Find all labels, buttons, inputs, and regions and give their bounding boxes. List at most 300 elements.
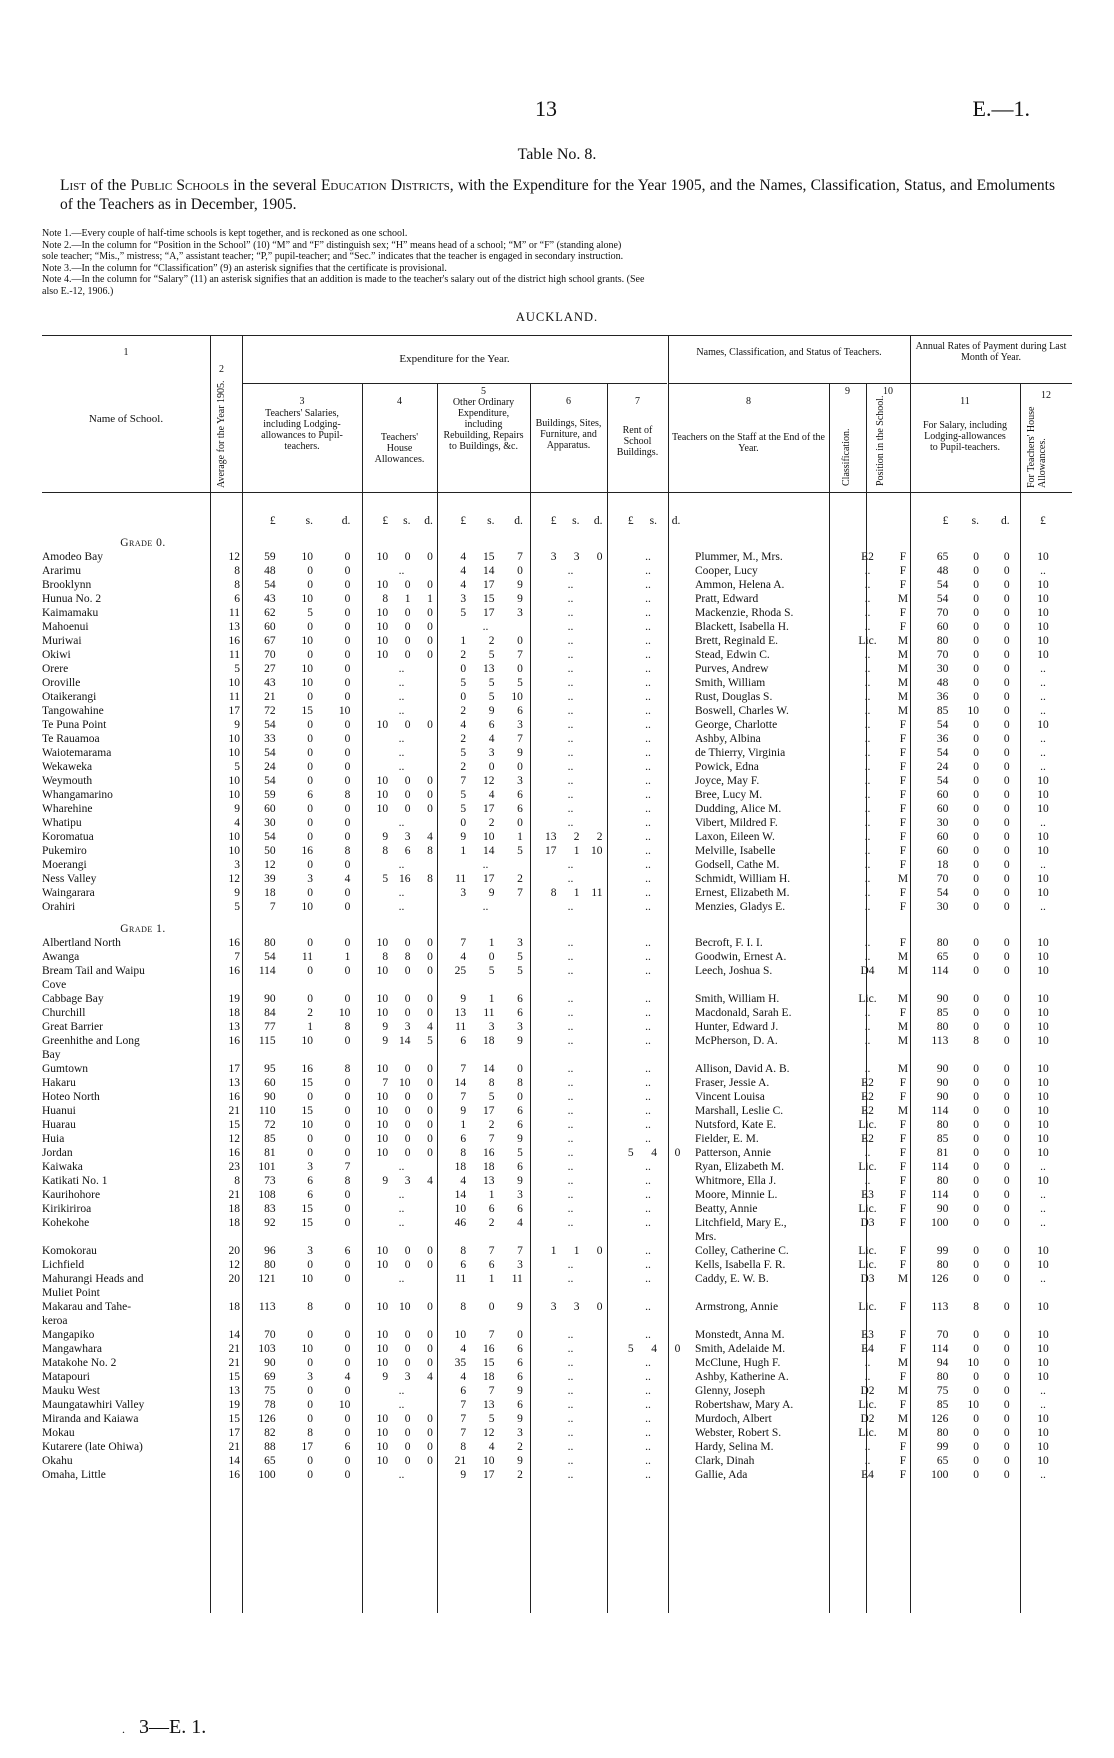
table-row xyxy=(42,1300,1066,1314)
teachers-salaries xyxy=(244,1328,364,1342)
rent: .. xyxy=(645,803,651,815)
amount-part: 5 xyxy=(627,1147,634,1159)
rent: .. xyxy=(645,1469,651,1481)
amount-part: 0 xyxy=(973,733,979,745)
amount-part: 3 xyxy=(404,1371,411,1383)
salary-rate xyxy=(920,992,1020,1006)
note-line: sole teacher; “Mis.,” mistress; “A,” assistant teacher; “P,” pupil-teacher; and “Sec.” indicates that the teacher is engaged in secondary instruction. xyxy=(42,251,624,262)
amount-part: 59 xyxy=(264,551,276,563)
rent: .. xyxy=(645,551,651,563)
teachers-salaries xyxy=(244,732,364,746)
salary-rate xyxy=(920,788,1020,802)
salary-rate xyxy=(920,732,1020,746)
position: F xyxy=(899,607,907,619)
amount-part: 0 xyxy=(973,1469,979,1481)
amount-part: 10 xyxy=(376,1343,389,1355)
teachers-salaries xyxy=(244,1006,364,1020)
other-expenditure xyxy=(439,690,532,704)
amount-part: 6 xyxy=(517,1119,523,1131)
col11-label: For Salary, including Lodging-allowances to Pupil-teachers. xyxy=(922,420,1008,453)
amount-part: s. xyxy=(649,515,657,527)
allowance-rate: 10 xyxy=(1037,873,1049,885)
allowance-rate: 10 xyxy=(1037,1357,1049,1369)
teacher-name: Smith, William xyxy=(695,677,766,689)
average-attendance: 16 xyxy=(228,1469,240,1481)
amount-part: 2 xyxy=(488,817,495,829)
empty-cell xyxy=(364,528,439,550)
classification: D2 xyxy=(860,1385,875,1397)
amount-part: 10 xyxy=(376,1119,389,1131)
amount-part: 0 xyxy=(307,747,313,759)
amount-part: 16 xyxy=(301,1063,313,1075)
amount-part: 80 xyxy=(936,937,949,949)
header-sub-rule xyxy=(242,383,667,384)
amount-part: 0 xyxy=(307,1091,313,1103)
house-allowances: .. xyxy=(398,1189,405,1201)
rent: .. xyxy=(645,593,651,605)
teacher-name: Brett, Reginald E. xyxy=(695,635,779,647)
amount-part: 10 xyxy=(301,1035,313,1047)
amount-part: 6 xyxy=(344,1245,351,1257)
amount-part: 0 xyxy=(1003,551,1010,563)
salary-rate xyxy=(920,1132,1020,1146)
amount-part: 12 xyxy=(482,775,495,787)
amount-part: 10 xyxy=(376,649,389,661)
average-attendance: 12 xyxy=(228,1133,240,1145)
average-attendance: 19 xyxy=(228,993,240,1005)
salary-rate xyxy=(920,872,1020,886)
amount-part: d. xyxy=(424,515,433,527)
teacher-name: Allison, David A. B. xyxy=(695,1063,790,1075)
other-expenditure xyxy=(439,1118,532,1132)
position: M xyxy=(897,663,909,675)
rent: .. xyxy=(645,1301,651,1313)
amount-part: 0 xyxy=(1003,593,1010,605)
amount-part: 0 xyxy=(344,1189,351,1201)
position: F xyxy=(899,733,907,745)
buildings-expenditure: .. xyxy=(567,1189,574,1201)
empty-cell xyxy=(687,528,849,550)
teacher-name: Pratt, Edward xyxy=(695,593,759,605)
table-row xyxy=(42,900,1066,914)
teacher-name: Hardy, Selina M. xyxy=(695,1441,774,1453)
amount-part: £ xyxy=(460,515,467,527)
buildings-expenditure xyxy=(532,1244,609,1258)
col6-label: Buildings, Sites, Furniture, and Apparatus. xyxy=(535,418,602,451)
amount-part: 17 xyxy=(482,607,495,619)
amount-part: 6 xyxy=(517,1357,523,1369)
amount-part: 5 xyxy=(460,803,467,815)
salary-rate xyxy=(920,1272,1020,1286)
teachers-salaries xyxy=(244,1104,364,1118)
buildings-expenditure: .. xyxy=(567,719,574,731)
amount-part: 0 xyxy=(973,1007,979,1019)
school-name: Wekaweka xyxy=(42,761,93,773)
school-name: Huanui xyxy=(42,1105,76,1117)
amount-part: 2 xyxy=(573,831,580,843)
salary-rate xyxy=(920,1258,1020,1272)
position: M xyxy=(897,691,909,703)
position xyxy=(886,978,920,992)
table-row xyxy=(42,1048,1066,1062)
amount-part: 0 xyxy=(488,951,495,963)
amount-part: 60 xyxy=(264,803,276,815)
amount-part: 0 xyxy=(427,1455,433,1467)
amount-part: 0 xyxy=(973,691,979,703)
position: F xyxy=(899,747,907,759)
amount-part: 17 xyxy=(545,845,557,857)
buildings-expenditure: .. xyxy=(567,621,574,633)
amount-part: 8 xyxy=(973,1035,979,1047)
amount-part: 0 xyxy=(1003,1399,1010,1411)
amount-part: 8 xyxy=(344,845,351,857)
amount-part: 5 xyxy=(517,1147,523,1159)
amount-part: 7 xyxy=(517,887,523,899)
amount-part: 9 xyxy=(382,831,389,843)
teacher-name: Nutsford, Kate E. xyxy=(695,1119,777,1131)
amount-part: 0 xyxy=(404,1343,411,1355)
school-name: Oroville xyxy=(42,677,81,689)
amount-part: 11 xyxy=(455,873,467,885)
teacher-name: Menzies, Gladys E. xyxy=(695,901,786,913)
classification: .. xyxy=(864,1035,871,1047)
school-name: Wharehine xyxy=(42,803,93,815)
col10-number: 10 xyxy=(883,386,893,397)
rent: .. xyxy=(645,873,651,885)
buildings-expenditure xyxy=(532,1048,609,1062)
amount-part: 0 xyxy=(307,993,313,1005)
amount-part: 54 xyxy=(936,775,949,787)
table-row xyxy=(42,1468,1066,1482)
teachers-salaries xyxy=(244,564,364,578)
amount-part: 94 xyxy=(936,1357,949,1369)
teachers-salaries xyxy=(244,1090,364,1104)
amount-part: 10 xyxy=(338,1399,351,1411)
house-allowances xyxy=(364,1342,439,1356)
house-allowances: .. xyxy=(398,761,405,773)
other-expenditure xyxy=(439,1020,532,1034)
salary-rate xyxy=(920,690,1020,704)
teachers-salaries xyxy=(244,1356,364,1370)
position: F xyxy=(899,1399,907,1411)
amount-part: 0 xyxy=(344,1413,351,1425)
amount-part: 70 xyxy=(264,649,276,661)
house-allowances: .. xyxy=(398,733,405,745)
rent: .. xyxy=(645,761,651,773)
amount-part: 0 xyxy=(973,1133,979,1145)
classification xyxy=(849,1286,886,1300)
average-attendance: 16 xyxy=(228,635,240,647)
rent: .. xyxy=(645,817,651,829)
average-attendance: 5 xyxy=(234,901,240,913)
house-allowances xyxy=(364,1314,439,1328)
amount-part: 72 xyxy=(264,705,276,717)
amount-part: 0 xyxy=(973,649,979,661)
amount-part: 3 xyxy=(517,607,523,619)
amount-part: 0 xyxy=(344,1469,351,1481)
amount-part: 90 xyxy=(936,1077,949,1089)
amount-part: 0 xyxy=(344,937,351,949)
school-name: Te Puna Point xyxy=(42,719,107,731)
allowance-rate: .. xyxy=(1040,901,1046,913)
position: M xyxy=(897,1413,909,1425)
position: F xyxy=(899,1175,907,1187)
amount-part: 54 xyxy=(936,747,949,759)
amount-part: 0 xyxy=(427,551,433,563)
table-row xyxy=(42,1160,1066,1174)
house-allowances xyxy=(364,992,439,1006)
teachers-salaries xyxy=(244,1314,364,1328)
amount-part: 0 xyxy=(1003,1091,1010,1103)
amount-part: 4 xyxy=(427,1371,433,1383)
amount-part: 60 xyxy=(936,621,949,633)
amount-part: 0 xyxy=(1003,691,1010,703)
buildings-expenditure xyxy=(532,1286,609,1300)
amount-part: 14 xyxy=(454,1189,467,1201)
other-expenditure xyxy=(439,774,532,788)
teacher-name: Vincent Louisa xyxy=(695,1091,765,1103)
position: M xyxy=(897,1385,909,1397)
salary-rate xyxy=(920,1244,1020,1258)
table-row xyxy=(42,1370,1066,1384)
amount-part: 2 xyxy=(517,1441,523,1453)
classification xyxy=(849,1314,886,1328)
amount-part: 0 xyxy=(973,1455,979,1467)
average-attendance: 16 xyxy=(228,1147,240,1159)
amount-part: 3 xyxy=(517,775,523,787)
house-allowances xyxy=(364,1454,439,1468)
house-allowances xyxy=(364,964,439,978)
amount-part: 0 xyxy=(344,1035,351,1047)
school-name: Kaiwaka xyxy=(42,1161,83,1173)
school-name: Mauku West xyxy=(42,1385,100,1397)
table-row xyxy=(42,592,1066,606)
teachers-salaries xyxy=(244,550,364,564)
amount-part: 0 xyxy=(307,1329,313,1341)
amount-part: 5 xyxy=(488,965,495,977)
amount-part: 0 xyxy=(973,951,979,963)
amount-part: 0 xyxy=(344,1105,351,1117)
amount-part: 6 xyxy=(517,1161,523,1173)
position: M xyxy=(897,1105,909,1117)
amount-part: 0 xyxy=(973,621,979,633)
buildings-expenditure: .. xyxy=(567,1021,574,1033)
empty-cell xyxy=(609,528,687,550)
amount-part: 10 xyxy=(376,803,389,815)
allowance-rate: .. xyxy=(1040,1189,1046,1201)
amount-part: 0 xyxy=(973,1161,979,1173)
amount-part: 0 xyxy=(427,1329,433,1341)
table-row xyxy=(42,606,1066,620)
allowance-rate: .. xyxy=(1040,859,1046,871)
position: F xyxy=(899,1217,907,1229)
house-allowances xyxy=(364,1230,439,1244)
house-allowances xyxy=(364,634,439,648)
amount-part: 0 xyxy=(973,1217,979,1229)
teachers-salaries xyxy=(244,760,364,774)
average-attendance: 13 xyxy=(228,621,240,633)
col4-number: 4 xyxy=(397,396,402,407)
table-row xyxy=(42,886,1066,900)
table-row xyxy=(42,1146,1066,1160)
teachers-salaries xyxy=(244,676,364,690)
school-name: Waiotemarama xyxy=(42,747,112,759)
position: M xyxy=(897,705,909,717)
average-attendance: 7 xyxy=(234,951,240,963)
amount-part: 10 xyxy=(967,1399,979,1411)
rent: .. xyxy=(645,1385,651,1397)
classification: .. xyxy=(864,663,871,675)
amount-part: 0 xyxy=(973,859,979,871)
amount-part: 0 xyxy=(404,965,411,977)
amount-part: 9 xyxy=(517,593,523,605)
teachers-salaries xyxy=(244,620,364,634)
amount-part: 0 xyxy=(344,1203,351,1215)
teacher-name xyxy=(687,1048,849,1062)
school-name: Cove xyxy=(42,979,67,991)
teacher-name: Monstedt, Anna M. xyxy=(695,1329,785,1341)
buildings-expenditure: .. xyxy=(567,761,574,773)
amount-part: 7 xyxy=(517,649,523,661)
classification: Lic. xyxy=(858,1245,877,1257)
teacher-name: Mackenzie, Rhoda S. xyxy=(695,607,794,619)
amount-part: 0 xyxy=(404,1119,411,1131)
amount-part: 90 xyxy=(264,1357,276,1369)
amount-part: 0 xyxy=(1003,1427,1010,1439)
amount-part: 0 xyxy=(427,1063,433,1075)
rent: .. xyxy=(645,1077,651,1089)
house-allowances: .. xyxy=(398,747,405,759)
amount-part: 3 xyxy=(404,831,411,843)
teachers-salaries xyxy=(244,704,364,718)
house-allowances: .. xyxy=(398,1203,405,1215)
buildings-expenditure: .. xyxy=(567,1175,574,1187)
amount-part: 0 xyxy=(344,1385,351,1397)
school-name: Brooklynn xyxy=(42,579,92,591)
amount-part: 0 xyxy=(404,1455,411,1467)
house-allowances: .. xyxy=(398,1469,405,1481)
amount-part: 0 xyxy=(404,1091,411,1103)
amount-part: 0 xyxy=(488,761,495,773)
buildings-expenditure: .. xyxy=(567,817,574,829)
amount-part: 90 xyxy=(936,1063,949,1075)
amount-part: 7 xyxy=(460,775,467,787)
other-expenditure xyxy=(439,606,532,620)
amount-part: 3 xyxy=(307,1371,313,1383)
classification: .. xyxy=(864,937,871,949)
empty-cell xyxy=(687,914,849,936)
amount-part: 0 xyxy=(1003,859,1010,871)
buildings-expenditure: .. xyxy=(567,1329,574,1341)
rent xyxy=(609,1230,687,1244)
table-row xyxy=(42,1244,1066,1258)
teacher-name: Marshall, Leslie C. xyxy=(695,1105,784,1117)
amount-part: 10 xyxy=(301,635,313,647)
teacher-name: Armstrong, Annie xyxy=(695,1301,779,1313)
amount-part: 10 xyxy=(376,937,389,949)
amount-part: 0 xyxy=(344,1147,351,1159)
amount-part: 0 xyxy=(344,887,351,899)
salary-rate xyxy=(920,662,1020,676)
amount-part: 0 xyxy=(307,1469,313,1481)
school-name: Huarau xyxy=(42,1119,76,1131)
amount-part: 0 xyxy=(427,1091,433,1103)
amount-part: 0 xyxy=(404,1133,411,1145)
amount-part: 7 xyxy=(488,1329,495,1341)
rent: .. xyxy=(645,901,651,913)
teachers-salaries xyxy=(244,1370,364,1384)
position: F xyxy=(899,1091,907,1103)
buildings-expenditure: .. xyxy=(567,579,574,591)
amount-part: 0 xyxy=(973,607,979,619)
teacher-name: Glenny, Joseph xyxy=(695,1385,766,1397)
amount-part: 96 xyxy=(264,1245,276,1257)
amount-part: 6 xyxy=(517,705,523,717)
amount-part: 10 xyxy=(376,621,389,633)
buildings-expenditure: .. xyxy=(567,1119,574,1131)
rent: .. xyxy=(645,1189,651,1201)
house-allowances xyxy=(364,1104,439,1118)
other-expenditure xyxy=(439,634,532,648)
amount-part: 0 xyxy=(404,1357,411,1369)
amount-part: 33 xyxy=(264,733,276,745)
amount-part: 3 xyxy=(517,1259,523,1271)
other-expenditure xyxy=(439,964,532,978)
amount-part: 4 xyxy=(460,579,467,591)
buildings-expenditure: .. xyxy=(567,1133,574,1145)
allowance-rate: 10 xyxy=(1037,845,1049,857)
average-attendance: 10 xyxy=(228,831,240,843)
amount-part: 85 xyxy=(936,705,949,717)
school-name: Churchill xyxy=(42,1007,86,1019)
average-attendance: 17 xyxy=(228,1427,240,1439)
average-attendance: 10 xyxy=(228,747,240,759)
amount-part: 0 xyxy=(1003,649,1010,661)
table-row xyxy=(42,760,1066,774)
buildings-expenditure: .. xyxy=(567,733,574,745)
allowance-rate: 10 xyxy=(1037,635,1049,647)
rent: .. xyxy=(645,789,651,801)
amount-part: 4 xyxy=(460,1175,467,1187)
house-allowances xyxy=(364,1090,439,1104)
average-attendance: 21 xyxy=(228,1105,240,1117)
rent: .. xyxy=(645,1413,651,1425)
amount-part: 3 xyxy=(550,1301,557,1313)
school-name: Kohekohe xyxy=(42,1217,90,1229)
amount-part: 0 xyxy=(460,663,467,675)
table-row xyxy=(42,564,1066,578)
amount-part: 0 xyxy=(517,817,523,829)
table-row xyxy=(42,1020,1066,1034)
amount-part: 114 xyxy=(931,1161,949,1173)
amount-part: 0 xyxy=(674,1147,681,1159)
buildings-expenditure: .. xyxy=(567,951,574,963)
amount-part: 8 xyxy=(517,1077,523,1089)
amount-part: 0 xyxy=(517,1091,523,1103)
other-expenditure xyxy=(439,844,532,858)
amount-part: 0 xyxy=(973,635,979,647)
salary-rate xyxy=(920,1090,1020,1104)
amount-part: 1 xyxy=(550,1245,557,1257)
amount-part: 0 xyxy=(307,565,313,577)
amount-part: 0 xyxy=(427,1357,433,1369)
teacher-name: Bree, Lucy M. xyxy=(695,789,763,801)
amount-part: 0 xyxy=(404,993,411,1005)
rent: .. xyxy=(645,1427,651,1439)
amount-part: 12 xyxy=(482,1427,495,1439)
amount-part: 0 xyxy=(427,789,433,801)
amount-part: 9 xyxy=(460,993,467,1005)
